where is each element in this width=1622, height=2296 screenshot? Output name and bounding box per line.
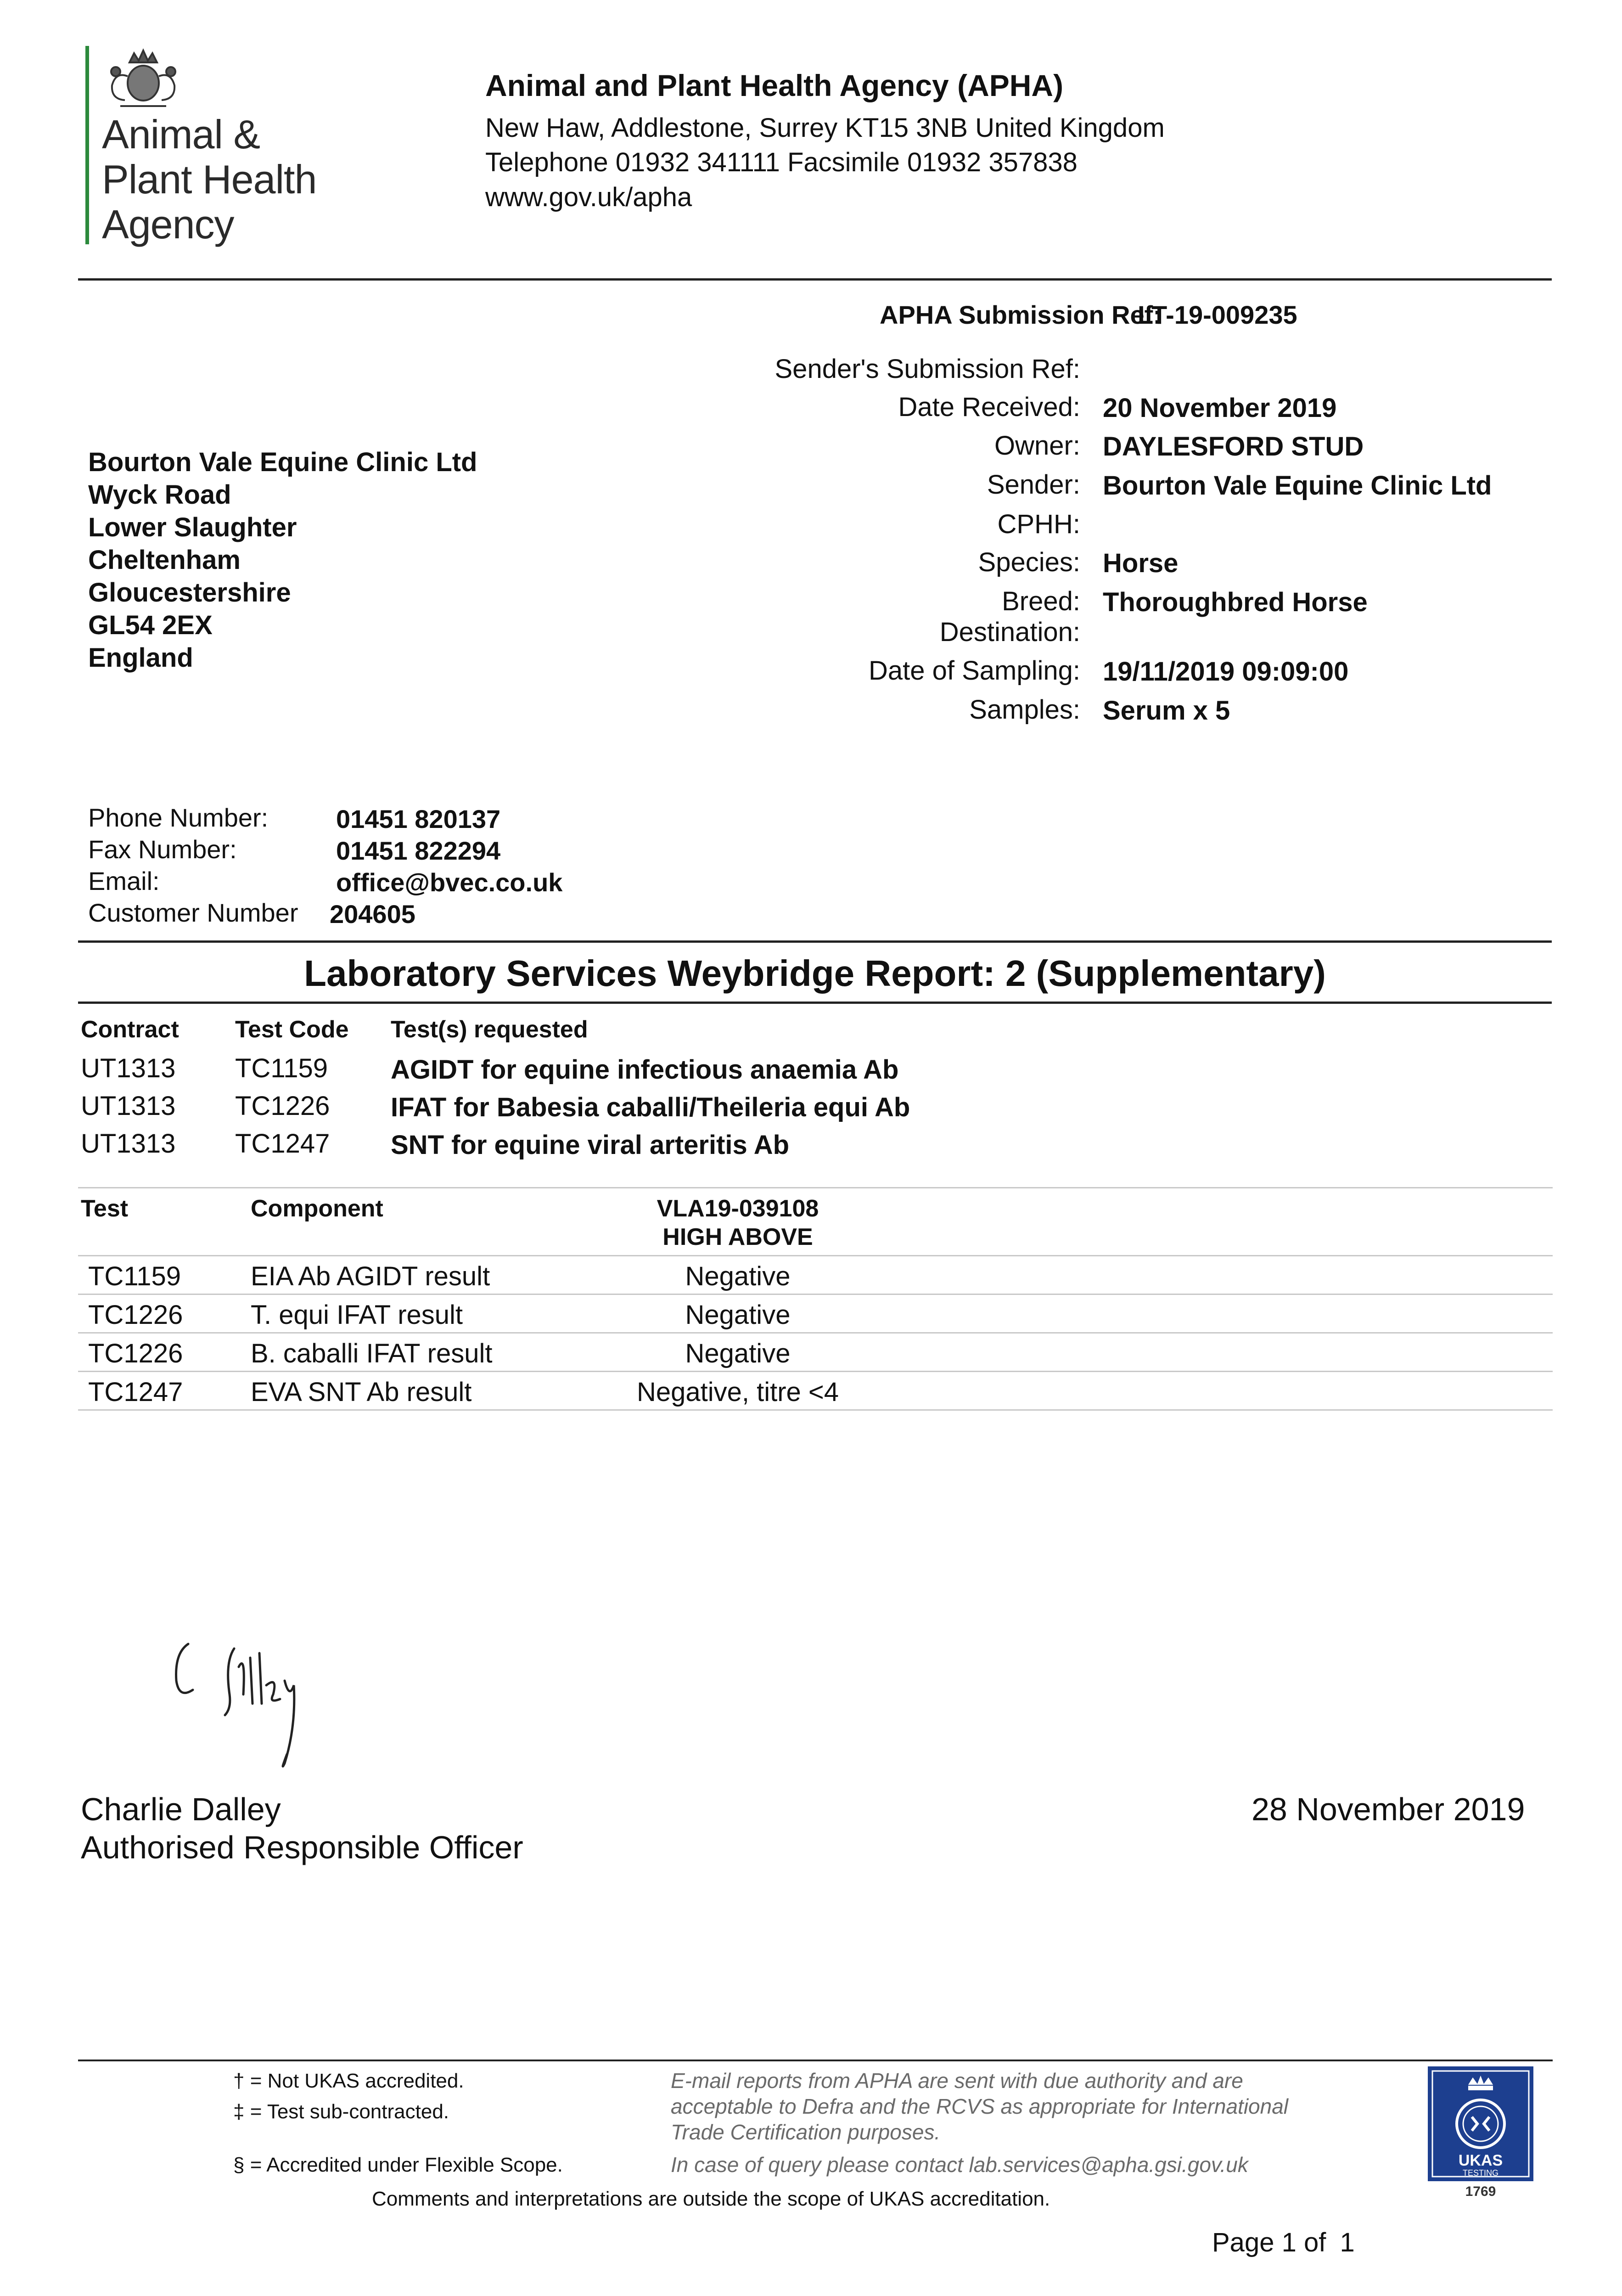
- report-date: 28 November 2019: [1252, 1791, 1525, 1827]
- result-test-code: TC1159: [88, 1261, 181, 1291]
- email-notice-line: acceptable to Defra and the RCVS as appropriate for International: [671, 2094, 1289, 2118]
- tests-cell: TC1247: [235, 1129, 330, 1159]
- logo-accent-bar: [85, 46, 89, 244]
- owner-value: DAYLESFORD STUD: [1103, 432, 1364, 461]
- sampling-date-value: 19/11/2019 09:09:00: [1103, 657, 1349, 687]
- results-row-rule: [78, 1371, 1553, 1372]
- phone-value: 01451 820137: [336, 805, 501, 833]
- submission-ref-label: APHA Submission Ref:: [880, 300, 1162, 329]
- field-label: Destination:: [939, 617, 1080, 647]
- agency-telephone: Telephone 01932 341111 Facsimile 01932 357838: [485, 147, 1078, 177]
- address-line: England: [88, 643, 193, 673]
- email-value[interactable]: office@bvec.co.uk: [336, 868, 563, 897]
- date-received-value: 20 November 2019: [1103, 393, 1337, 423]
- ukas-sub: TESTING: [1462, 2168, 1499, 2178]
- contact-label: Customer Number: [88, 898, 298, 927]
- query-notice: In case of query please contact lab.services@apha.gsi.gov.uk: [671, 2153, 1248, 2177]
- logo-line: Plant Health: [102, 157, 317, 202]
- logo-line: Agency: [102, 202, 234, 247]
- agency-website[interactable]: www.gov.uk/apha: [485, 182, 692, 212]
- page-total: 1: [1340, 2228, 1355, 2257]
- signatory-name: Charlie Dalley: [81, 1791, 281, 1827]
- tests-header-test-code: Test Code: [235, 1016, 349, 1043]
- results-header-sample-label: HIGH ABOVE: [662, 1224, 813, 1250]
- footnote-flexible-scope: § = Accredited under Flexible Scope.: [233, 2154, 563, 2176]
- email-notice-line: Trade Certification purposes.: [671, 2120, 941, 2144]
- contact-label: Phone Number:: [88, 803, 269, 832]
- page-label: Page 1 of: [1212, 2228, 1326, 2257]
- result-component: B. caballi IFAT result: [251, 1339, 493, 1368]
- result-value: Negative: [685, 1261, 791, 1291]
- results-bottom-rule: [78, 1409, 1553, 1411]
- footnote-sub-contracted: ‡ = Test sub-contracted.: [233, 2100, 449, 2123]
- tests-cell: IFAT for Babesia caballi/Theileria equi Ab: [391, 1092, 910, 1122]
- address-line: Gloucestershire: [88, 578, 291, 608]
- result-test-code: TC1226: [88, 1300, 183, 1330]
- royal-crest-icon: [102, 44, 185, 113]
- field-label: Species:: [978, 547, 1080, 577]
- tests-cell: UT1313: [81, 1091, 176, 1121]
- address-line: Bourton Vale Equine Clinic Ltd: [88, 447, 477, 477]
- result-component: T. equi IFAT result: [251, 1300, 463, 1330]
- result-value: Negative, titre <4: [636, 1377, 839, 1407]
- tests-cell: TC1226: [235, 1091, 330, 1121]
- tests-header-contract: Contract: [81, 1016, 179, 1043]
- agency-logo-text: [102, 112, 316, 247]
- agency-name: Animal and Plant Health Agency (APHA): [485, 68, 1064, 102]
- field-label: Breed:: [1002, 586, 1080, 616]
- result-component: EVA SNT Ab result: [251, 1377, 472, 1407]
- address-line: Lower Slaughter: [88, 512, 297, 542]
- email-notice-line: E-mail reports from APHA are sent with due authority and are: [671, 2069, 1243, 2093]
- page-indicator: [1212, 2227, 1355, 2258]
- result-component: EIA Ab AGIDT result: [251, 1261, 490, 1291]
- address-line: Wyck Road: [88, 480, 231, 510]
- results-header-rule: [78, 1255, 1553, 1256]
- report-title-top-rule: [78, 940, 1552, 943]
- results-header-sample-id: VLA19-039108: [657, 1195, 819, 1222]
- signatory-title: Authorised Responsible Officer: [81, 1829, 523, 1865]
- results-row-rule: [78, 1294, 1553, 1295]
- breed-value: Thoroughbred Horse: [1103, 587, 1368, 617]
- field-label: Owner:: [994, 431, 1080, 461]
- results-header-component: Component: [251, 1195, 383, 1222]
- results-row-rule: [78, 1332, 1553, 1334]
- customer-number-value: 204605: [330, 900, 415, 929]
- contact-label: Fax Number:: [88, 835, 237, 864]
- logo-line: Animal &: [102, 112, 260, 157]
- result-value: Negative: [685, 1300, 791, 1330]
- field-label: Date of Sampling:: [868, 656, 1080, 686]
- tests-cell: AGIDT for equine infectious anaemia Ab: [391, 1055, 899, 1085]
- tests-cell: UT1313: [81, 1129, 176, 1159]
- tests-cell: TC1159: [235, 1053, 328, 1083]
- ukas-word: UKAS: [1458, 2152, 1503, 2169]
- ukas-number: 1769: [1465, 2184, 1496, 2199]
- tests-header-requested: Test(s) requested: [391, 1016, 588, 1043]
- report-title: Laboratory Services Weybridge Report: 2 (Supplementary): [304, 953, 1326, 994]
- signature-image: [170, 1635, 344, 1782]
- fax-value: 01451 822294: [336, 836, 501, 865]
- agency-address: New Haw, Addlestone, Surrey KT15 3NB United Kingdom: [485, 113, 1165, 143]
- field-label: CPHH:: [997, 509, 1080, 539]
- results-header-test: Test: [81, 1195, 129, 1222]
- field-label: Sender's Submission Ref:: [775, 354, 1080, 384]
- report-title-bottom-rule: [78, 1002, 1552, 1004]
- field-label: Samples:: [969, 695, 1080, 725]
- result-value: Negative: [685, 1339, 791, 1368]
- tests-cell: SNT for equine viral arteritis Ab: [391, 1130, 790, 1160]
- result-test-code: TC1247: [88, 1377, 183, 1407]
- submission-ref-value: LT-19-009235: [1138, 300, 1297, 329]
- footnote-not-accredited: † = Not UKAS accredited.: [233, 2070, 464, 2092]
- tests-cell: UT1313: [81, 1053, 176, 1083]
- samples-value: Serum x 5: [1103, 696, 1230, 726]
- address-line: Cheltenham: [88, 545, 241, 575]
- comments-notice: Comments and interpretations are outside the scope of UKAS accreditation.: [372, 2188, 1050, 2210]
- header-divider: [78, 278, 1552, 281]
- address-line: GL54 2EX: [88, 610, 213, 640]
- result-test-code: TC1226: [88, 1339, 183, 1368]
- contact-label: Email:: [88, 867, 160, 895]
- field-label: Date Received:: [898, 392, 1080, 422]
- sender-value: Bourton Vale Equine Clinic Ltd: [1103, 471, 1492, 501]
- footer-divider: [78, 2060, 1553, 2061]
- species-value: Horse: [1103, 548, 1179, 578]
- field-label: Sender:: [987, 470, 1080, 500]
- results-top-rule: [78, 1187, 1553, 1188]
- ukas-accreditation-mark: [1428, 2066, 1533, 2204]
